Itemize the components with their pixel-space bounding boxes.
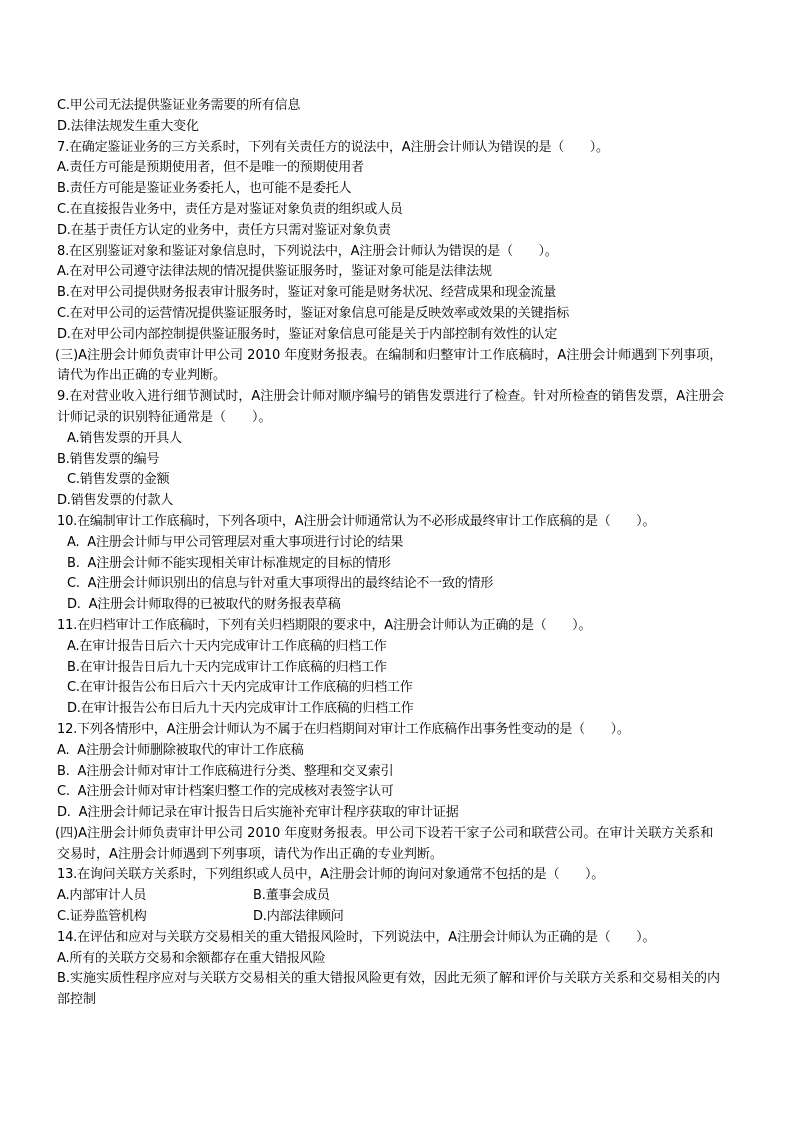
- question-9: [57, 387, 725, 512]
- question-7-option-b: B.责任方可能是鉴证业务委托人，也可能不是委托人: [57, 181, 352, 197]
- question-13-option-d: D.内部法律顾问: [253, 909, 344, 925]
- question-9-stem: 9.在对营业收入进行细节测试时，A注册会计师对顺序编号的销售发票进行了检查。针对所检查的销售发票，A注册会计师记录的识别特征通常是（ ）。: [57, 389, 725, 425]
- question-12-option-d: D. A注册会计师记录在审计报告日后实施补充审计程序获取的审计证据: [57, 805, 459, 821]
- question-6-option-d: D.法律法规发生重大变化: [57, 118, 199, 134]
- question-13: [57, 865, 725, 927]
- question-13-option-b: B.董事会成员: [253, 888, 330, 904]
- question-8: [57, 242, 725, 346]
- question-8-option-d: D.在对甲公司内部控制提供鉴证服务时，鉴证对象信息可能是关于内部控制有效性的认定: [57, 326, 558, 342]
- question-14-stem: 14.在评估和应对与关联方交易相关的重大错报风险时，下列说法中，A注册会计师认为正确的是（ ）。: [57, 929, 656, 945]
- exam-page: [57, 96, 725, 1011]
- question-10: [57, 512, 725, 616]
- question-9-option-b: B.销售发票的编号: [57, 451, 160, 467]
- question-12-stem: 12.下列各情形中，A注册会计师认为不属于在归档期间对审计工作底稿作出事务性变动的是（ ）。: [57, 721, 630, 737]
- question-11-option-a: A.在审计报告日后六十天内完成审计工作底稿的归档工作: [67, 638, 387, 654]
- section-3-intro: (三)A注册会计师负责审计甲公司 2010 年度财务报表。在编制和归整审计工作底稿时，A注册会计师遇到下列事项，请代为作出正确的专业判断。: [55, 347, 723, 384]
- question-7-option-a: A.责任方可能是预期使用者，但不是唯一的预期使用者: [57, 160, 364, 176]
- question-7-option-d: D.在基于责任方认定的业务中，责任方只需对鉴证对象负责: [57, 222, 391, 238]
- question-13-option-a: A.内部审计人员: [57, 888, 147, 904]
- question-8-option-c: C.在对甲公司的运营情况提供鉴证服务时，鉴证对象信息可能是反映效率或效果的关键指标: [57, 305, 570, 321]
- question-7: [57, 138, 725, 242]
- question-11: [57, 616, 725, 720]
- question-13-options-row-1: [57, 886, 725, 907]
- question-8-option-a: A.在对甲公司遵守法律法规的情况提供鉴证服务时，鉴证对象可能是法律法规: [57, 264, 492, 280]
- question-7-option-c: C.在直接报告业务中，责任方是对鉴证对象负责的组织或人员: [57, 201, 403, 217]
- question-8-option-b: B.在对甲公司提供财务报表审计服务时，鉴证对象可能是财务状况、经营成果和现金流量: [57, 285, 557, 301]
- question-9-option-a: A.销售发票的开具人: [67, 430, 182, 446]
- question-12-option-a: A. A注册会计师删除被取代的审计工作底稿: [57, 742, 304, 758]
- question-10-option-a: A. A注册会计师与甲公司管理层对重大事项进行讨论的结果: [67, 534, 404, 550]
- question-14-option-a: A.所有的关联方交易和余额都存在重大错报风险: [57, 950, 326, 966]
- question-14-option-b: B.实施实质性程序应对与关联方交易相关的重大错报风险更有效，因此无须了解和评价与关联方关系和交易相关的内部控制: [57, 971, 721, 1008]
- question-11-option-d: D.在审计报告公布日后九十天内完成审计工作底稿的归档工作: [67, 701, 414, 717]
- question-10-option-d: D. A注册会计师取得的已被取代的财务报表草稿: [67, 597, 341, 613]
- question-10-option-c: C. A注册会计师识别出的信息与针对重大事项得出的最终结论不一致的情形: [67, 576, 494, 592]
- question-7-stem: 7.在确定鉴证业务的三方关系时，下列有关责任方的说法中，A注册会计师认为错误的是（ ）。: [57, 139, 609, 155]
- question-12-option-b: B. A注册会计师对审计工作底稿进行分类、整理和交叉索引: [57, 763, 394, 779]
- question-11-option-b: B.在审计报告日后九十天内完成审计工作底稿的归档工作: [67, 659, 387, 675]
- question-13-options-row-2: [57, 907, 725, 928]
- question-6-options: [57, 96, 725, 138]
- question-9-option-d: D.销售发票的付款人: [57, 493, 174, 509]
- question-13-option-c: C.证券监管机构: [57, 909, 147, 925]
- question-6-option-c: C.甲公司无法提供鉴证业务需要的所有信息: [57, 98, 301, 113]
- question-14: [57, 928, 725, 1011]
- question-10-option-b: B. A注册会计师不能实现相关审计标准规定的目标的情形: [67, 555, 391, 571]
- question-12-option-c: C. A注册会计师对审计档案归整工作的完成核对表签字认可: [57, 784, 394, 800]
- question-9-option-c: C.销售发票的金额: [67, 472, 170, 488]
- question-11-stem: 11.在归档审计工作底稿时，下列有关归档期限的要求中，A注册会计师认为正确的是（ ）。: [57, 617, 592, 633]
- question-11-option-c: C.在审计报告公布日后六十天内完成审计工作底稿的归档工作: [67, 680, 413, 696]
- question-10-stem: 10.在编制审计工作底稿时，下列各项中，A注册会计师通常认为不必形成最终审计工作底稿的是（ ）。: [57, 513, 656, 529]
- question-13-stem: 13.在询问关联方关系时，下列组织或人员中，A注册会计师的询问对象通常不包括的是（ ）。: [57, 867, 605, 883]
- section-4-intro: (四)A注册会计师负责审计甲公司 2010 年度财务报表。甲公司下设若干家子公司和联营公司。在审计关联方关系和交易时，A注册会计师遇到下列事项，请代为作出正确的专业判断。: [55, 825, 714, 862]
- question-12: [57, 720, 725, 824]
- question-8-stem: 8.在区别鉴证对象和鉴证对象信息时，下列说法中，A注册会计师认为错误的是（ ）。: [57, 243, 558, 259]
